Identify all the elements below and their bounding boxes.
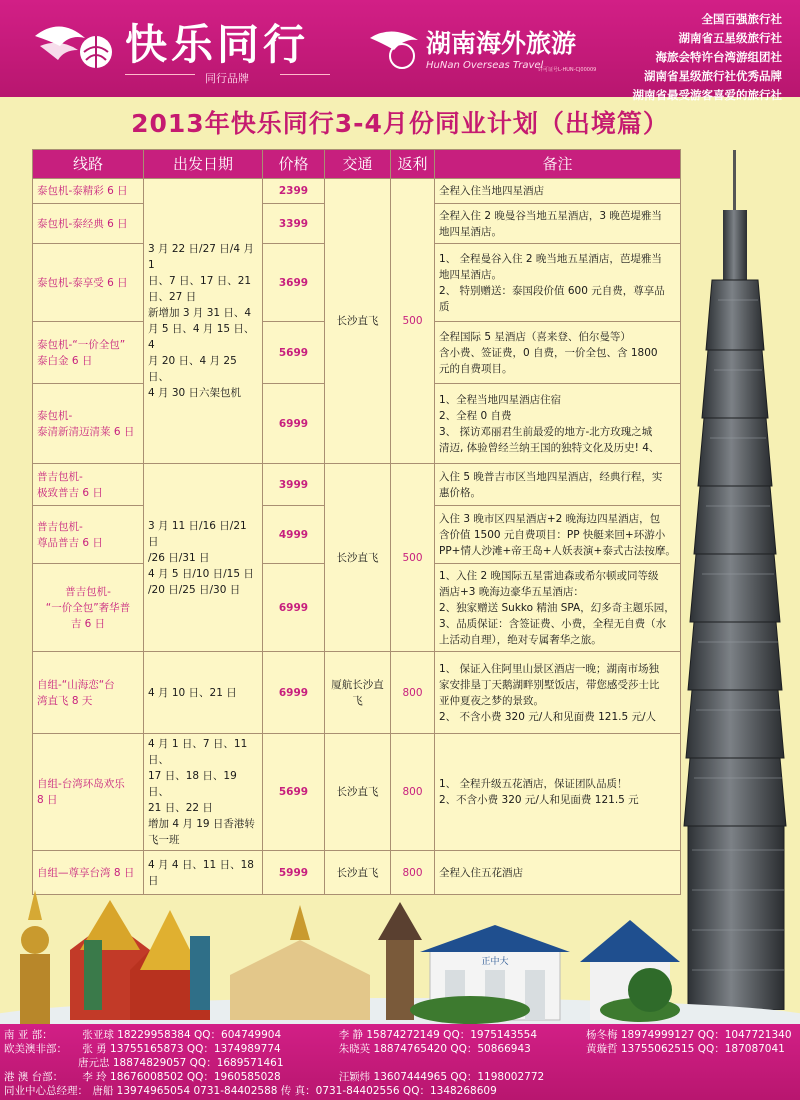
route-cell: 自组-“山海恋“台 湾直飞 8 天 <box>33 652 144 734</box>
departure-dates-cell: 4 月 10 日、21 日 <box>144 652 263 734</box>
route-cell: 自组—尊享台湾 8 日 <box>33 851 144 895</box>
page-title: 2013年快乐同行3-4月份同业计划（出境篇） <box>131 109 669 138</box>
contact-row: 南 亚 部： 张亚球 18229958384 QQ：604749904 李 静 15874272149 QQ：1975143554 杨冬梅 18974999127 QQ：1047721340 <box>4 1029 792 1041</box>
award-item: 湖南省五星级旅行社 <box>678 31 782 45</box>
note-cell: 1、全程当地四星酒店住宿 2、全程 0 自费 3、 探访邓丽君生前最爱的地方-北方玫瑰之城 清迈, 体验曾经兰纳王国的独特文化及历史! 4、 <box>435 384 681 464</box>
award-item: 湖南省最受游客喜爱的旅行社 <box>632 88 782 102</box>
award-item: 湖南省星级旅行社优秀品牌 <box>644 69 782 83</box>
contact-row: 欧美澳非部： 张 勇 13755165873 QQ：1374989774 朱晓英 18874765420 QQ：50866943 黄璇哲 13755062515 QQ：187087041 <box>4 1043 785 1055</box>
price-cell: 5699 <box>263 734 325 851</box>
rebate-cell: 800 <box>391 652 435 734</box>
note-cell: 全程入住当地四星酒店 <box>435 179 681 204</box>
route-cell: 泰包机-泰经典 6 日 <box>33 204 144 244</box>
note-cell: 1、 保证入住阿里山景区酒店一晚；湖南市场独 家安排垦丁天鹅湖畔别墅饭店，带您感受莎士比 亚仲夏夜之梦的景致。 2、 不含小费 320 元/人和见面费 121.5 元/人 <box>435 652 681 734</box>
table-header-row <box>33 150 681 179</box>
award-item: 全国百强旅行社 <box>701 12 782 26</box>
gate-sign: 正中大 <box>481 957 509 967</box>
rebate-cell: 500 <box>391 179 435 464</box>
price-cell: 2399 <box>263 179 325 204</box>
route-cell: 普吉包机- 尊品普吉 6 日 <box>33 506 144 564</box>
rebate-cell: 800 <box>391 851 435 895</box>
transport-cell: 长沙直飞 <box>325 464 391 652</box>
route-cell: 普吉包机- 极致普吉 6 日 <box>33 464 144 506</box>
departure-dates-cell: 3 月 22 日/27 日/4 月 1 日、7 日、17 日、21 日、27 日 新增加 3 月 31 日、4 月 5 日、4 月 15 日、4 月 20 日、4 月 25 日、 4 月 30 日六架包机 <box>144 179 263 464</box>
route-cell: 泰包机- 泰清新清迈清莱 6 日 <box>33 384 144 464</box>
route-table <box>32 149 681 895</box>
bird-ball-logo-icon <box>30 16 120 76</box>
column-header: 出发日期 <box>144 150 263 179</box>
route-cell: 泰包机-泰精彩 6 日 <box>33 179 144 204</box>
table-row <box>33 652 681 734</box>
note-cell: 入住 3 晚市区四星酒店+2 晚海边四星酒店，包 含价值 1500 元自费项目：PP 快艇来回+环游小 PP+情人沙滩+帝王岛+人妖表演+泰式古法按摩。 <box>435 506 681 564</box>
note-cell: 全程国际 5 星酒店（喜来登、伯尔曼等） 含小费、签证费，0 自费，一价全包、含 1800 元的自费项目。 <box>435 322 681 384</box>
contact-row: 港 澳 台部： 李 玲 18676008502 QQ：1960585028 汪颖炜 13607444965 QQ：1198002772 <box>4 1071 545 1083</box>
route-cell: 普吉包机- “一价全包”奢华普 吉 6 日 <box>33 564 144 652</box>
landmarks-illustration <box>0 870 800 1030</box>
brand-logo <box>30 12 330 87</box>
table-row <box>33 734 681 851</box>
transport-cell: 长沙直飞 <box>325 851 391 895</box>
table-row <box>33 464 681 506</box>
route-cell: 泰包机-泰享受 6 日 <box>33 244 144 322</box>
agency-name: 湖南海外旅游 <box>426 29 577 58</box>
note-cell: 全程入住 2 晚曼谷当地五星酒店，3 晚芭堤雅当 地四星酒店。 <box>435 204 681 244</box>
transport-cell: 长沙直飞 <box>325 734 391 851</box>
transport-cell: 厦航长沙直飞 <box>325 652 391 734</box>
rebate-cell: 500 <box>391 464 435 652</box>
price-cell: 6999 <box>263 564 325 652</box>
contact-row: 同业中心总经理： 唐船 13974965054 0731-84402588 传 真：0731-84402556 QQ：1348268609 <box>4 1085 497 1097</box>
route-cell: 泰包机-“一价全包” 泰白金 6 日 <box>33 322 144 384</box>
price-cell: 6999 <box>263 652 325 734</box>
column-header: 线路 <box>33 150 144 179</box>
rebate-cell: 800 <box>391 734 435 851</box>
column-header: 返利 <box>391 150 435 179</box>
departure-dates-cell: 4 月 4 日、11 日、18 日 <box>144 851 263 895</box>
note-cell: 1、 全程升级五花酒店，保证团队品质！ 2、不含小费 320 元/人和见面费 121.5 元 <box>435 734 681 851</box>
route-cell: 自组-台湾环岛欢乐 8 日 <box>33 734 144 851</box>
price-cell: 5699 <box>263 322 325 384</box>
column-header: 价格 <box>263 150 325 179</box>
transport-cell: 长沙直飞 <box>325 179 391 464</box>
departure-dates-cell: 4 月 1 日、7 日、11 日、 17 日、18 日、19 日、 21 日、22 日 增加 4 月 19 日香港转 飞一班 <box>144 734 263 851</box>
header-banner <box>0 0 800 102</box>
award-item: 海旅会特许台湾游组团社 <box>655 50 782 64</box>
contact-row: 唐元忠 18874829057 QQ：1689571461 <box>78 1057 284 1069</box>
price-cell: 3399 <box>263 204 325 244</box>
table-row <box>33 179 681 204</box>
column-header: 交通 <box>325 150 391 179</box>
brand-subtitle: 同行品牌 <box>205 72 249 85</box>
note-cell: 1、入住 2 晚国际五星雷迪森或希尔顿或同等级 酒店+3 晚海边豪华五星酒店： 2、独家赠送 Sukko 精油 SPA，幻多奇主题乐园， 3、品质保证：含签证费、小费，全程无自费（水 上活动自理），绝对专属奢华之旅。 <box>435 564 681 652</box>
price-cell: 5999 <box>263 851 325 895</box>
note-cell: 入住 5 晚普吉市区当地四星酒店，经典行程，实 惠价格。 <box>435 464 681 506</box>
contact-footer <box>0 1024 800 1100</box>
column-header: 备注 <box>435 150 681 179</box>
agency-logo <box>368 20 628 80</box>
note-cell: 全程入住五花酒店 <box>435 851 681 895</box>
divider <box>125 74 195 75</box>
license-number: 许可证号L-HUN-CJ00009 <box>538 67 597 73</box>
agency-english-name: HuNan Overseas Travel <box>426 60 544 71</box>
brand-title: 快乐同行 <box>125 20 310 69</box>
awards-list <box>633 10 783 105</box>
divider <box>280 74 330 75</box>
note-cell: 1、 全程曼谷入住 2 晚当地五星酒店，芭堤雅当 地四星酒店。 2、 特别赠送：泰国段价值 600 元自费，尊享品 质 <box>435 244 681 322</box>
price-cell: 3699 <box>263 244 325 322</box>
departure-dates-cell: 3 月 11 日/16 日/21 日 /26 日/31 日 4 月 5 日/10 日/15 日 /20 日/25 日/30 日 <box>144 464 263 652</box>
price-cell: 6999 <box>263 384 325 464</box>
price-cell: 4999 <box>263 506 325 564</box>
bird-logo-icon <box>368 22 424 72</box>
price-cell: 3999 <box>263 464 325 506</box>
